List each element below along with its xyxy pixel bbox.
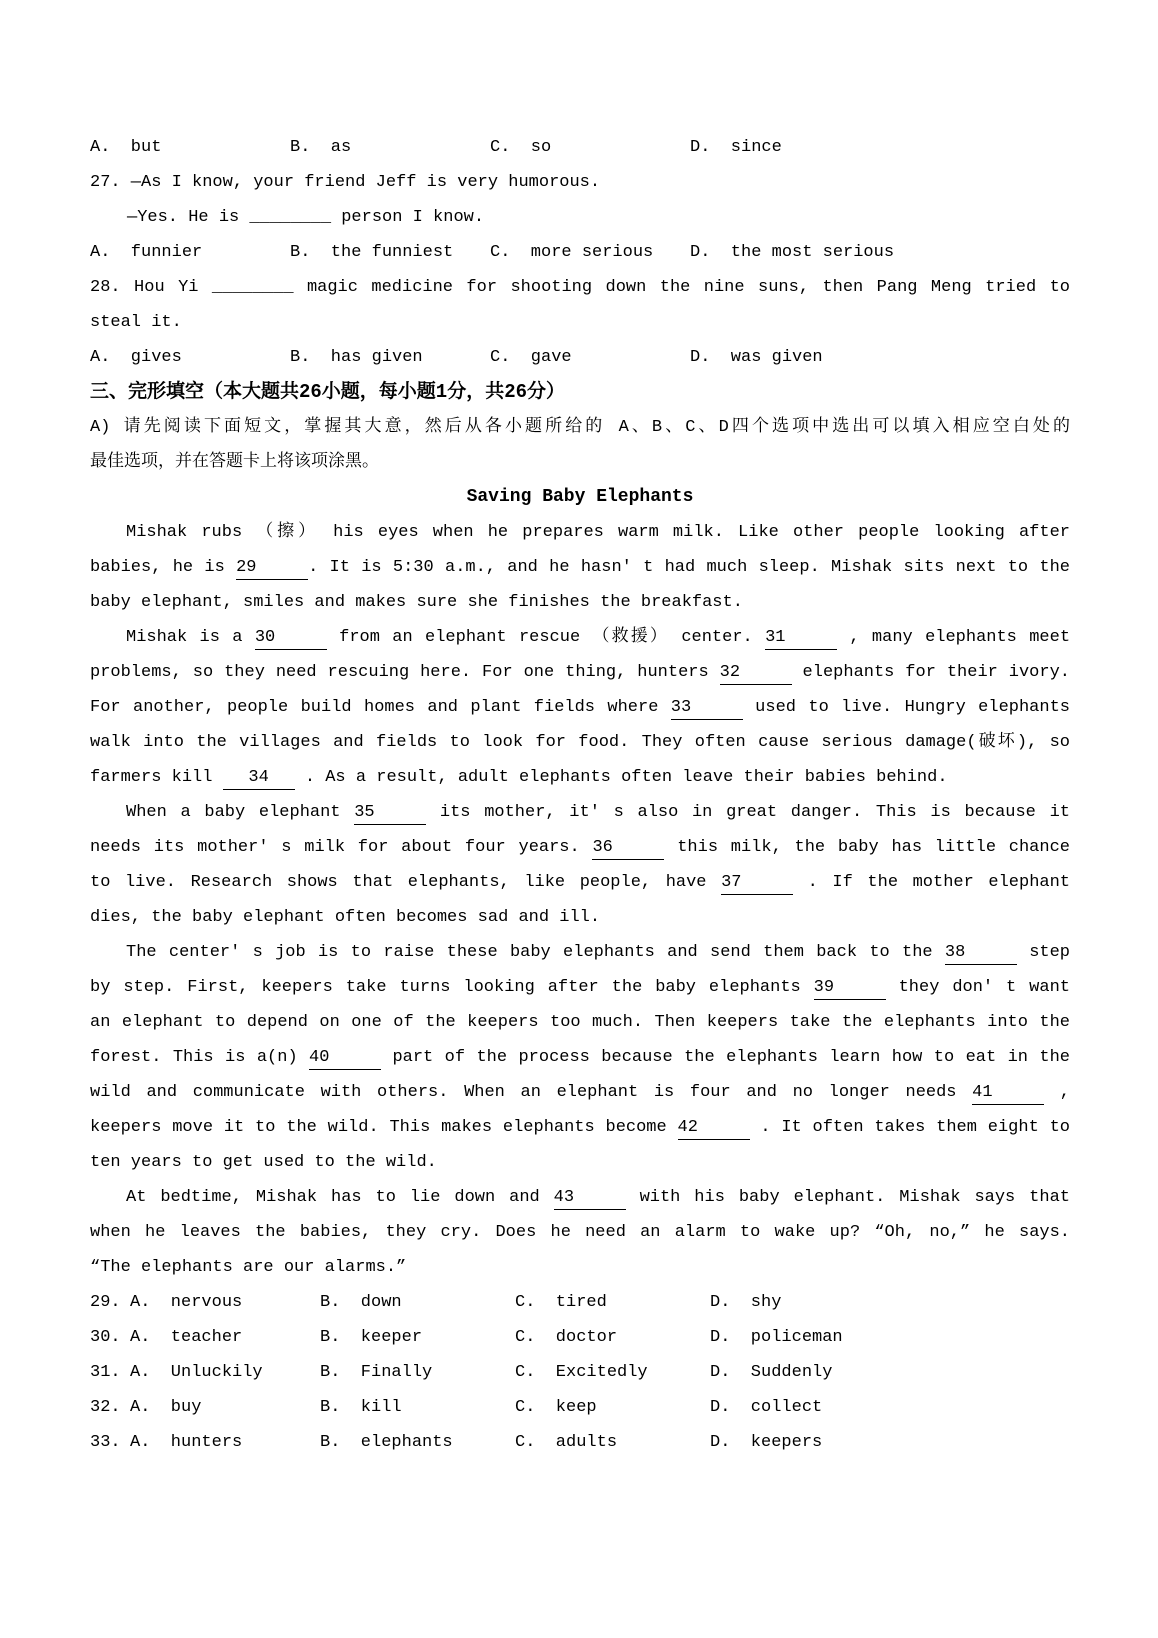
option-cell: B. Finally [320, 1363, 433, 1382]
option-cell: A. but [90, 138, 162, 157]
blank-34: 34 [223, 768, 295, 790]
passage-line: Mishak is a 30 from an elephant rescue （救援） center. 31 , many elephants meet [90, 620, 1070, 655]
option-cell: A. funnier [90, 243, 203, 262]
instruction-line: A) 请先阅读下面短文，掌握其大意，然后从各小题所给的 A、B、C、D四个选项中选出可以填入相应空白处的 [90, 418, 1070, 437]
option-cell: B. as [290, 138, 352, 157]
question-options-row [90, 1390, 1070, 1425]
question-options-row [90, 1355, 1070, 1390]
question-number: 32. [90, 1398, 121, 1417]
option-cell: C. tired [515, 1293, 607, 1312]
option-cell: B. has given [290, 348, 423, 367]
option-cell: D. collect [710, 1398, 823, 1417]
option-cell: B. keeper [320, 1328, 423, 1347]
passage-line: babies, he is 29 . It is 5:30 a.m., and he hasn' t had much sleep. Mishak sits next to the [90, 550, 1070, 585]
option-cell: D. the most serious [690, 243, 895, 262]
blank-33: 33 [671, 698, 743, 720]
question-options-row [90, 1320, 1070, 1355]
question-number: 31. [90, 1363, 121, 1382]
passage-line: forest. This is a(n) 40 part of the process because the elephants learn how to eat in the [90, 1040, 1070, 1075]
passage-line: farmers kill 34 . As a result, adult elephants often leave their babies behind. [90, 760, 1070, 795]
options-row [90, 235, 1070, 270]
blank-41: 41 [972, 1083, 1044, 1105]
option-cell: A. hunters [130, 1433, 243, 1452]
blank-39: 39 [814, 978, 886, 1000]
blank-42: 42 [678, 1118, 750, 1140]
blank-32: 32 [720, 663, 792, 685]
passage-line: an elephant to depend on one of the keepers too much. Then keepers take the elephants into the [90, 1013, 1070, 1032]
passage-line: steal it. [90, 313, 182, 332]
passage-line: Mishak rubs （擦） his eyes when he prepares warm milk. Like other people looking after [126, 523, 1070, 542]
option-cell: C. so [490, 138, 552, 157]
passage-line: The center' s job is to raise these baby elephants and send them back to the 38 step [90, 935, 1070, 970]
passage-line: walk into the villages and fields to look for food. They often cause serious damage(破坏), so [90, 733, 1070, 752]
passage-line: to live. Research shows that elephants, like people, have 37 . If the mother elephant [90, 865, 1070, 900]
option-cell: C. keep [515, 1398, 597, 1417]
option-cell: B. elephants [320, 1433, 453, 1452]
passage-line: “The elephants are our alarms.” [90, 1258, 407, 1277]
option-cell: D. shy [710, 1293, 782, 1312]
option-cell: C. more serious [490, 243, 654, 262]
options-row [90, 340, 1070, 375]
option-cell: B. the funniest [290, 243, 454, 262]
blank-36: 36 [592, 838, 664, 860]
passage-line: For another, people build homes and plant fields where 33 used to live. Hungry elephants [90, 690, 1070, 725]
option-cell: C. adults [515, 1433, 618, 1452]
option-cell: B. kill [320, 1398, 402, 1417]
passage-line: when he leaves the babies, they cry. Does he need an alarm to wake up? “Oh, no,” he says. [90, 1223, 1070, 1242]
option-cell: D. policeman [710, 1328, 843, 1347]
blank-43: 43 [554, 1188, 626, 1210]
option-cell: C. Excitedly [515, 1363, 648, 1382]
option-cell: C. doctor [515, 1328, 618, 1347]
instruction-line: 最佳选项，并在答题卡上将该项涂黑。 [90, 453, 379, 472]
blank-29: 29 [236, 558, 308, 580]
option-cell: D. since [690, 138, 782, 157]
passage-line: 27. —As I know, your friend Jeff is very humorous. [90, 173, 601, 192]
passage-line: When a baby elephant 35 its mother, it' s also in great danger. This is because it [90, 795, 1070, 830]
blank-40: 40 [309, 1048, 381, 1070]
option-cell: A. nervous [130, 1293, 243, 1312]
passage-line: At bedtime, Mishak has to lie down and 43 with his baby elephant. Mishak says that [90, 1180, 1070, 1215]
question-number: 29. [90, 1293, 121, 1312]
question-options-row [90, 1285, 1070, 1320]
section-heading: 三、完形填空（本大题共26小题，每小题1分，共26分） [90, 381, 566, 403]
blank-37: 37 [721, 873, 793, 895]
passage-line: —Yes. He is ________ person I know. [127, 208, 485, 227]
blank-31: 31 [765, 628, 837, 650]
question-options-row [90, 1425, 1070, 1460]
blank-35: 35 [354, 803, 426, 825]
passage-line: needs its mother' s milk for about four years. 36 this milk, the baby has little chance [90, 830, 1070, 865]
option-cell: A. Unluckily [130, 1363, 263, 1382]
option-cell: D. was given [690, 348, 823, 367]
passage-title: Saving Baby Elephants [466, 487, 694, 507]
passage-line: keepers move it to the wild. This makes elephants become 42 . It often takes them eight to [90, 1110, 1070, 1145]
passage-line: 28. Hou Yi ________ magic medicine for shooting down the nine suns, then Pang Meng tried to [90, 278, 1070, 297]
option-cell: D. Suddenly [710, 1363, 833, 1382]
document-body [90, 130, 1070, 1460]
option-cell: C. gave [490, 348, 572, 367]
option-cell: D. keepers [710, 1433, 823, 1452]
passage-line: dies, the baby elephant often becomes sad and ill. [90, 908, 601, 927]
passage-line: baby elephant, smiles and makes sure she finishes the breakfast. [90, 593, 743, 612]
option-cell: A. buy [130, 1398, 202, 1417]
option-cell: A. gives [90, 348, 182, 367]
option-cell: A. teacher [130, 1328, 243, 1347]
passage-line: wild and communicate with others. When an elephant is four and no longer needs 41 , [90, 1075, 1070, 1110]
options-row [90, 130, 1070, 165]
passage-line: ten years to get used to the wild. [90, 1153, 437, 1172]
blank-30: 30 [255, 628, 327, 650]
passage-line: problems, so they need rescuing here. For one thing, hunters 32 elephants for their ivory. [90, 655, 1070, 690]
option-cell: B. down [320, 1293, 402, 1312]
question-number: 33. [90, 1433, 121, 1452]
question-number: 30. [90, 1328, 121, 1347]
passage-line: by step. First, keepers take turns looking after the baby elephants 39 they don' t want [90, 970, 1070, 1005]
blank-38: 38 [945, 943, 1017, 965]
